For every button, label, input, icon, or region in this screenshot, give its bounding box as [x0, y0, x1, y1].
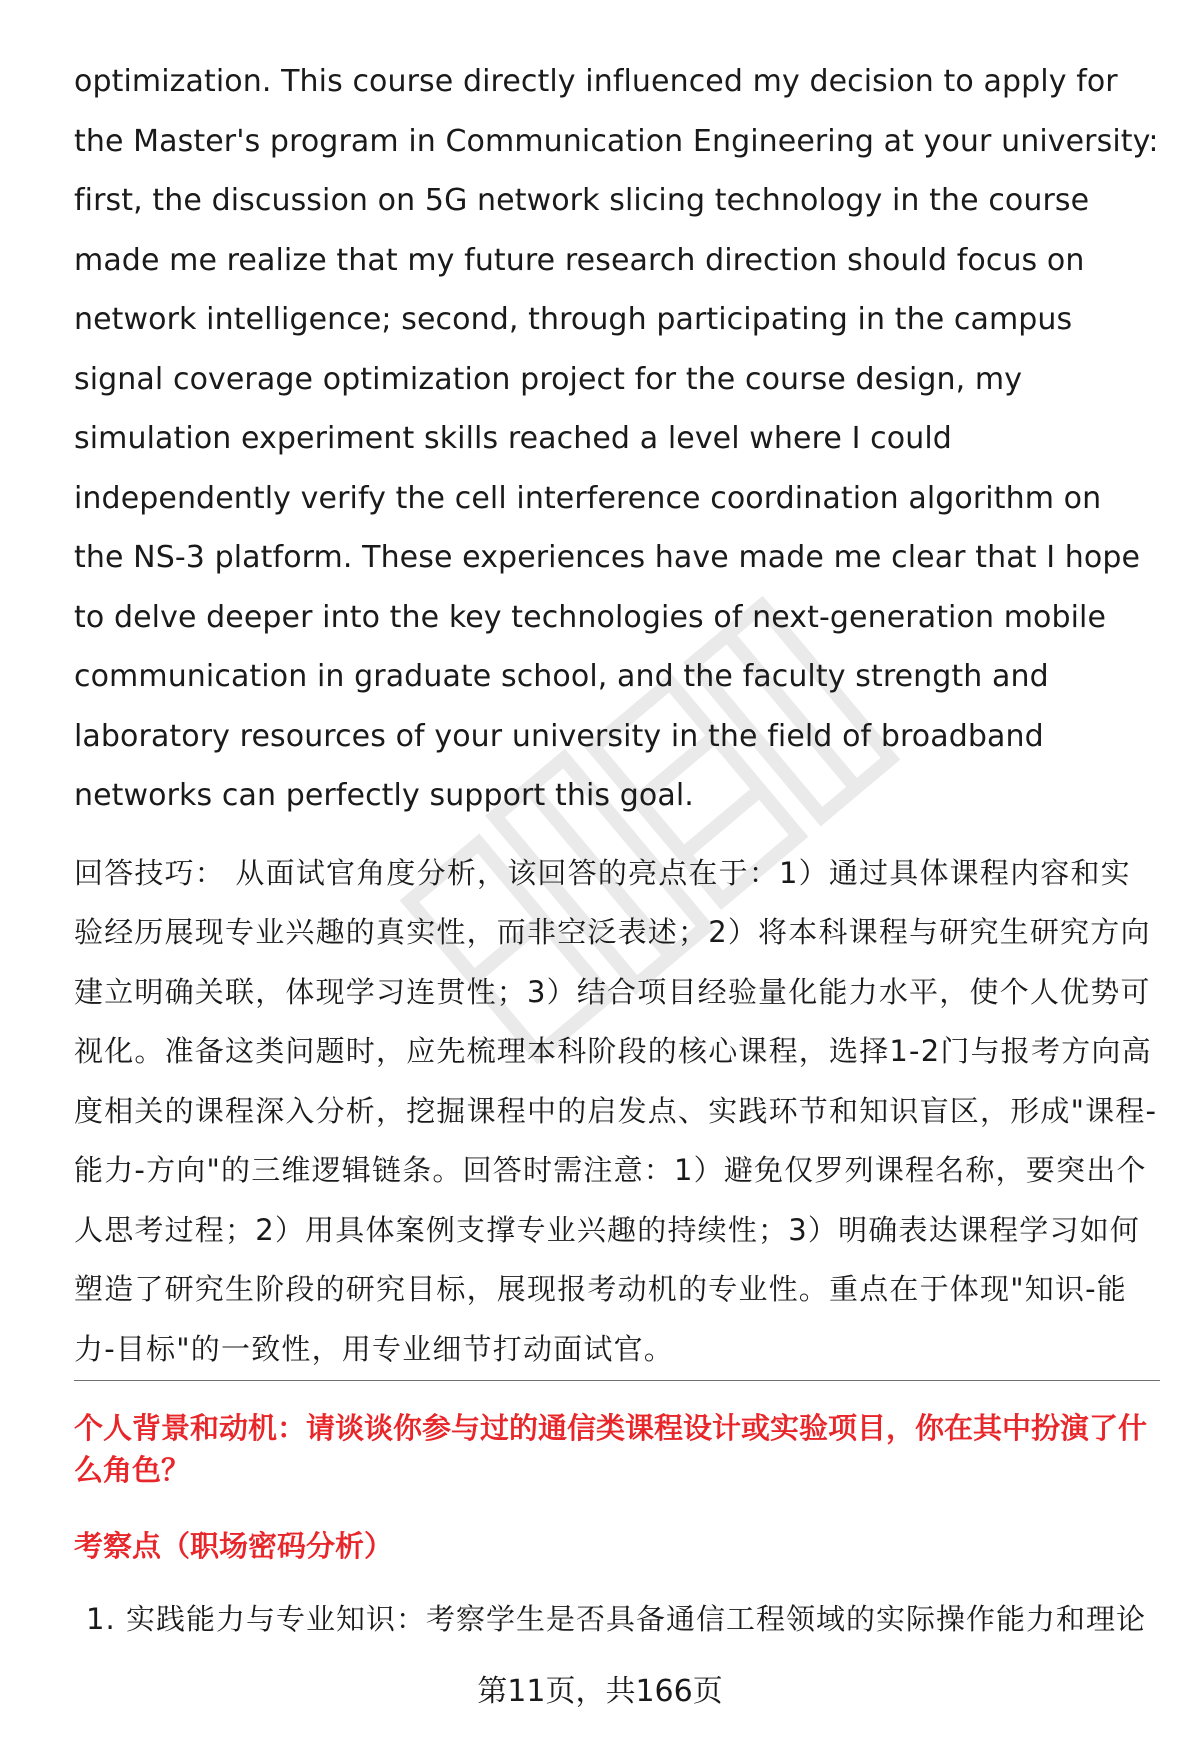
- document-body: [74, 52, 1160, 1379]
- assessment-points-list: [86, 1597, 1166, 1641]
- page-number: 第11页，共166页: [477, 1674, 723, 1709]
- section-divider: [74, 1380, 1160, 1381]
- section-title: 考察点（职场密码分析）: [74, 1529, 394, 1563]
- answer-tips-paragraph: 回答技巧： 从面试官角度分析，该回答的亮点在于：1）通过具体课程内容和实验经历展现专业兴趣的真实性，而非空泛表述；2）将本科课程与研究生研究方向建立明确关联，体现学习连贯性；3）结合项目经验量化能力水平，使个人优势可视化。准备这类问题时，应先梳理本科阶段的核心课程，选择1-2门与报考方向高度相关的课程深入分析，挖掘课程中的启发点、实践环节和知识盲区，形成"课程-能力-方向"的三维逻辑链条。回答时需注意：1）避免仅罗列课程名称，要突出个人思考过程；2）用具体案例支撑专业兴趣的持续性；3）明确表达课程学习如何塑造了研究生阶段的研究目标，展现报考动机的专业性。重点在于体现"知识-能力-目标"的一致性，用专业细节打动面试官。: [74, 855, 1158, 1366]
- list-item-text: 实践能力与专业知识：考察学生是否具备通信工程领域的实际操作能力和理论: [126, 1602, 1147, 1636]
- english-answer-paragraph: optimization. This course directly influenced my decision to apply for the Master's program in Communication Engineering at your university: first, the discussion on 5G network slicing technology in the course made me realize that my future research direction should focus on network intelligence; second, through participating in the campus signal coverage optimization project for the course design, my simulation experiment skills reached a level where I could independently verify the cell interference coordination algorithm on the NS-3 platform. These experiences have made me clear that I hope to delve deeper into the key technologies of next-generation mobile communication in graduate school, and the faculty strength and laboratory resources of your university in the field of broadband networks can perfectly support this goal.: [74, 64, 1159, 813]
- question-heading: 个人背景和动机：请谈谈你参与过的通信类课程设计或实验项目，你在其中扮演了什么角色？: [74, 1411, 1148, 1487]
- list-item-number: 1.: [86, 1602, 116, 1636]
- list-item: [86, 1597, 1166, 1641]
